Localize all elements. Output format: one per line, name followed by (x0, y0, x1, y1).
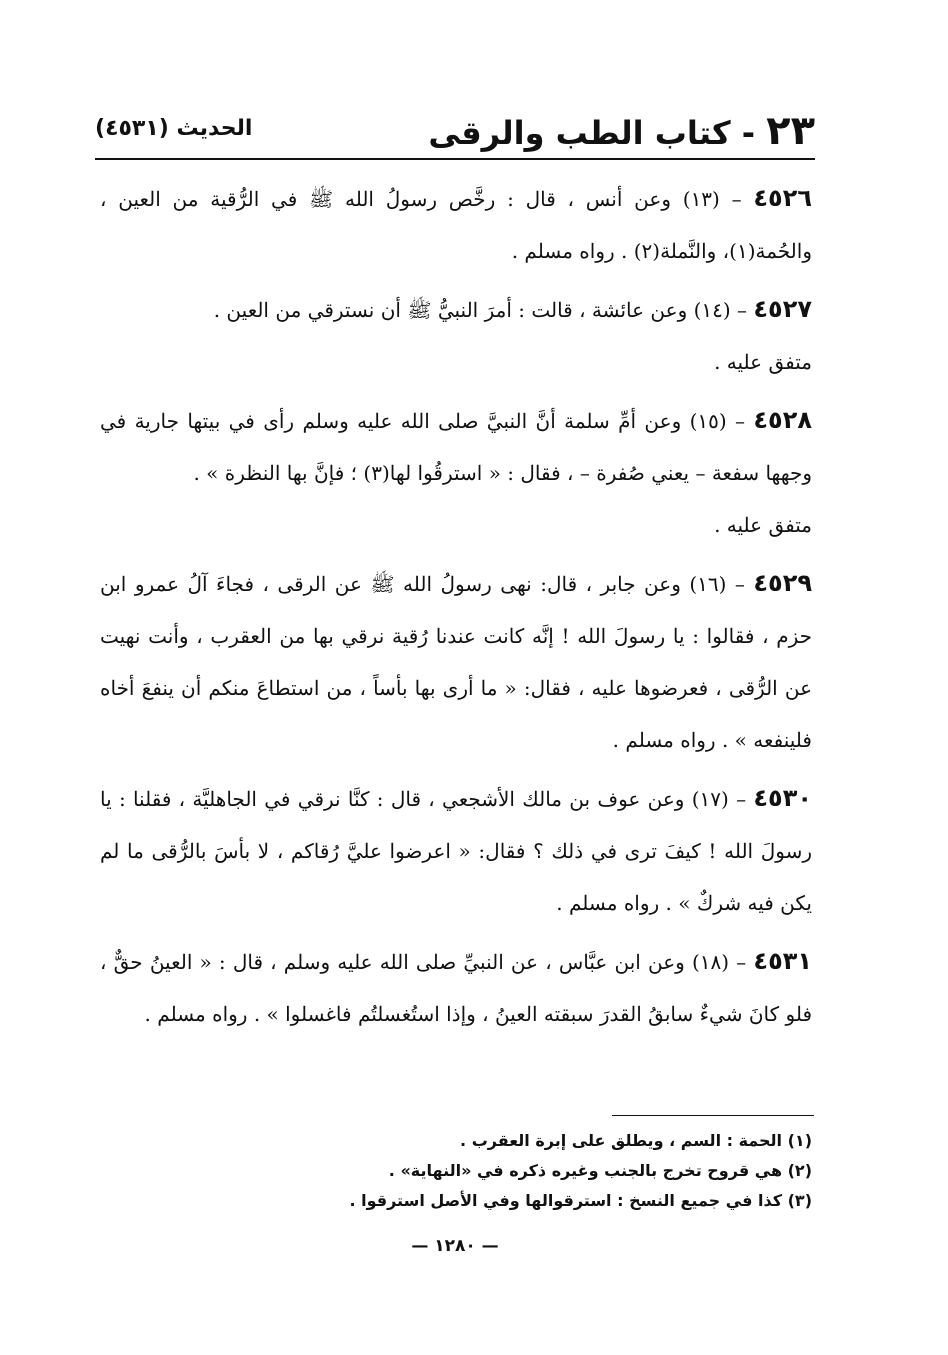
hadith-4526 (100, 172, 812, 277)
hadith-4529 (100, 557, 812, 766)
running-header (95, 108, 815, 158)
hadith-4527 (100, 283, 812, 388)
hadith-4531 (100, 935, 812, 1040)
hadith-range: الحديث (٤٥٣١) (95, 116, 253, 141)
hadith-text: – (١٣) وعن أنس ، قال : رخَّص رسولُ الله ﷺ في الرُّقية من العين ، والحُمة(١)، والنَّملة(٢) . رواه مسلم . (100, 187, 812, 263)
chapter-heading (428, 108, 815, 154)
hadith-4530 (100, 772, 812, 929)
chapter-number: ٢٣ (766, 108, 815, 154)
footnote-divider (612, 1115, 814, 1116)
hadith-number: ٤٥٣١ (753, 947, 813, 975)
footnote-1: (١) الحمة : السم ، ويطلق على إبرة العقرب . (460, 1131, 812, 1150)
footnotes (200, 1126, 812, 1216)
hadith-4528 (100, 394, 812, 551)
hadith-source: متفق عليه . (714, 350, 812, 374)
header-divider (95, 158, 815, 160)
hadith-number: ٤٥٢٩ (753, 569, 812, 597)
hadith-text: – (١٦) وعن جابر ، قال: نهى رسولُ الله ﷺ عن الرقى ، فجاءَ آلُ عمرو ابن حزم ، فقالوا : يا رسولَ الله ! إنَّه كانت عندنا رُقية نرقي بها من العقرب ، وأنت نهيت عن الرُّقى ، فعرضوها عليه ، فقال: « ما أرى بها بأساً ، من استطاعَ منكم أن ينفعَ أخاه فلينفعه » . رواه مسلم . (100, 572, 812, 752)
hadith-text: – (١٨) وعن ابن عبَّاس ، عن النبيِّ صلى الله عليه وسلم ، قال : « العينُ حقٌّ ، فلو كانَ شيءٌ سابقُ القدرَ سبقته العينُ ، وإذا استُغسلتُم فاغسلوا » . رواه مسلم . (100, 950, 812, 1026)
hadith-list (100, 172, 812, 1046)
chapter-title: - كتاب الطب والرقى (428, 114, 756, 152)
footnote-2: (٢) هي قروح تخرج بالجنب وغيره ذكره في «النهاية» . (388, 1161, 812, 1180)
hadith-number: ٤٥٢٧ (753, 295, 812, 323)
hadith-text: – (١٥) وعن أمِّ سلمة أنَّ النبيَّ صلى الله عليه وسلم رأى في بيتها جارية في وجهها سفعة – يعني صُفرة – ، فقال : « استرقُوا لها(٣) ؛ فإنَّ بها النظرة » . (100, 409, 812, 485)
page-number: — ١٢٨٠ — (411, 1236, 499, 1256)
hadith-source: متفق عليه . (714, 513, 812, 537)
footnote-3: (٣) كذا في جميع النسخ : استرقوالها وفي الأصل استرقوا . (349, 1191, 812, 1210)
hadith-text: – (١٤) وعن عائشة ، قالت : أمرَ النبيُّ ﷺ أن نسترقي من العين . (213, 298, 748, 322)
hadith-number: ٤٥٢٨ (753, 406, 812, 434)
hadith-number: ٤٥٣٠ (753, 784, 812, 812)
hadith-number: ٤٥٢٦ (753, 184, 812, 212)
hadith-text: – (١٧) وعن عوف بن مالك الأشجعي ، قال : كنَّا نرقي في الجاهليَّة ، فقلنا : يا رسولَ الله ! كيفَ ترى في ذلك ؟ فقال: « اعرضوا عليَّ رُقاكم ، لا بأسَ بالرُّقى ما لم يكن فيه شركٌ » . رواه مسلم . (100, 787, 812, 915)
